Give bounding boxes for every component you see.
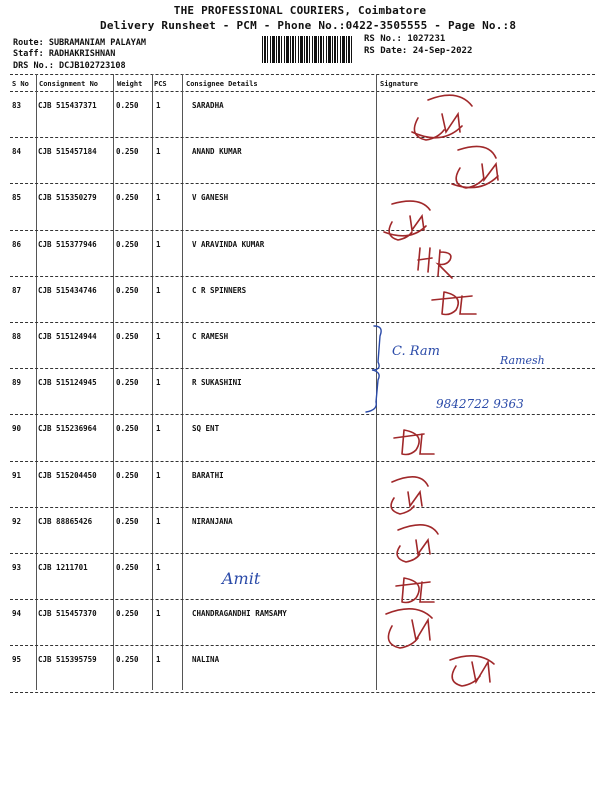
row-pcs: 1 — [156, 332, 161, 341]
row-consignment-no: CJB 515377946 — [38, 239, 97, 249]
table-row — [10, 554, 595, 600]
row-pcs: 1 — [156, 516, 161, 526]
row-consignee: R SUKASHINI — [192, 378, 242, 388]
row-sno: 87 — [12, 285, 22, 295]
row-consignment-no: CJB 515204450 — [38, 470, 97, 480]
row-consignment-no: CJB 515457370 — [38, 609, 97, 619]
row-consignee: SQ ENT — [192, 424, 220, 434]
route-label: Route: SUBRAMANIAM PALAYAM — [13, 38, 147, 48]
row-pcs: 1 — [156, 563, 161, 572]
table-row — [10, 646, 595, 692]
row-consignee: CHANDRAGANDHI RAMSAMY — [192, 609, 287, 619]
column-header-pcs: PCS — [154, 80, 167, 88]
rs-number: RS No.: 1027231 — [364, 34, 446, 44]
row-sno: 84 — [12, 147, 22, 157]
table-row — [10, 369, 595, 415]
row-divider — [10, 692, 595, 693]
row-pcs: 1 — [156, 285, 161, 295]
row-sno: 94 — [12, 609, 22, 619]
row-consignee: NALINA — [192, 655, 220, 665]
table-row — [10, 277, 595, 323]
row-weight: 0.250 — [116, 147, 139, 157]
row-sno: 88 — [12, 332, 22, 341]
row-pcs: 1 — [156, 424, 161, 434]
row-weight: 0.250 — [116, 609, 139, 619]
row-weight: 0.250 — [116, 563, 139, 572]
row-consignment-no: CJB 515437371 — [38, 101, 97, 110]
table-row — [10, 508, 595, 554]
row-weight: 0.250 — [116, 655, 139, 665]
row-weight: 0.250 — [116, 239, 139, 249]
row-consignment-no: CJB 515395759 — [38, 655, 97, 665]
row-consignment-no: CJB 1211701 — [38, 563, 88, 572]
row-sno: 95 — [12, 655, 22, 665]
row-pcs: 1 — [156, 193, 161, 203]
row-sno: 90 — [12, 424, 22, 434]
row-sno: 86 — [12, 239, 22, 249]
column-header-signature: Signature — [380, 80, 418, 88]
column-header-consignee: Consignee Details — [186, 80, 258, 88]
row-consignment-no: CJB 515124944 — [38, 332, 97, 341]
drs-label: DRS No.: DCJB102723108 — [13, 61, 126, 71]
row-weight: 0.250 — [116, 193, 139, 203]
row-pcs: 1 — [156, 378, 161, 388]
column-header-consignment: Consignment No — [39, 80, 99, 88]
handwritten-note-89: 9842722 9363 — [436, 397, 524, 411]
divider — [10, 74, 595, 75]
row-pcs: 1 — [156, 655, 161, 665]
row-pcs: 1 — [156, 101, 161, 110]
row-consignment-no: CJB 88865426 — [38, 516, 93, 526]
handwritten-note-88: C. Ram — [392, 344, 440, 359]
row-sno: 89 — [12, 378, 22, 388]
sheet-title: Delivery Runsheet - PCM - Phone No.:0422-3505555 - Page No.:8 — [100, 19, 517, 32]
staff-label: Staff: RADHAKRISHNAN — [13, 49, 116, 59]
table-row — [10, 462, 595, 508]
row-consignment-no: CJB 515350279 — [38, 193, 97, 203]
row-weight: 0.250 — [116, 285, 139, 295]
row-consignment-no: CJB 515457184 — [38, 147, 97, 157]
row-weight: 0.250 — [116, 332, 139, 341]
table-row — [10, 184, 595, 230]
column-header-weight: Weight — [117, 80, 143, 88]
row-consignee: C R SPINNERS — [192, 285, 247, 295]
row-weight: 0.250 — [116, 101, 139, 110]
row-consignee: V ARAVINDA KUMAR — [192, 239, 265, 249]
column-header-sno: S No — [12, 80, 29, 88]
row-consignment-no: CJB 515124945 — [38, 378, 97, 388]
row-weight: 0.250 — [116, 424, 139, 434]
barcode-image — [262, 36, 354, 63]
row-weight: 0.250 — [116, 378, 139, 388]
row-consignment-no: CJB 515236964 — [38, 424, 97, 434]
row-weight: 0.250 — [116, 470, 139, 480]
row-sno: 91 — [12, 470, 22, 480]
row-sno: 93 — [12, 563, 22, 572]
row-consignee: V GANESH — [192, 193, 229, 203]
table-row — [10, 323, 595, 369]
table-row — [10, 92, 595, 138]
row-pcs: 1 — [156, 239, 161, 249]
row-pcs: 1 — [156, 470, 161, 480]
handwritten-note-93: Amit — [222, 569, 261, 588]
row-pcs: 1 — [156, 147, 161, 157]
row-consignee: SARADHA — [192, 101, 224, 110]
table-row — [10, 600, 595, 646]
row-consignee: NIRANJANA — [192, 516, 233, 526]
row-consignee: ANAND KUMAR — [192, 147, 242, 157]
table-row — [10, 415, 595, 461]
row-sno: 83 — [12, 101, 22, 110]
row-consignee: BARATHI — [192, 470, 224, 480]
row-consignee: C RAMESH — [192, 332, 229, 341]
row-weight: 0.250 — [116, 516, 139, 526]
row-sno: 85 — [12, 193, 22, 203]
company-title: THE PROFESSIONAL COURIERS, Coimbatore — [173, 4, 427, 17]
row-consignment-no: CJB 515434746 — [38, 285, 97, 295]
rs-date: RS Date: 24-Sep-2022 — [364, 46, 473, 56]
row-pcs: 1 — [156, 609, 161, 619]
table-row — [10, 138, 595, 184]
handwritten-note-88b: Ramesh — [500, 354, 545, 367]
table-row — [10, 231, 595, 277]
row-sno: 92 — [12, 516, 22, 526]
